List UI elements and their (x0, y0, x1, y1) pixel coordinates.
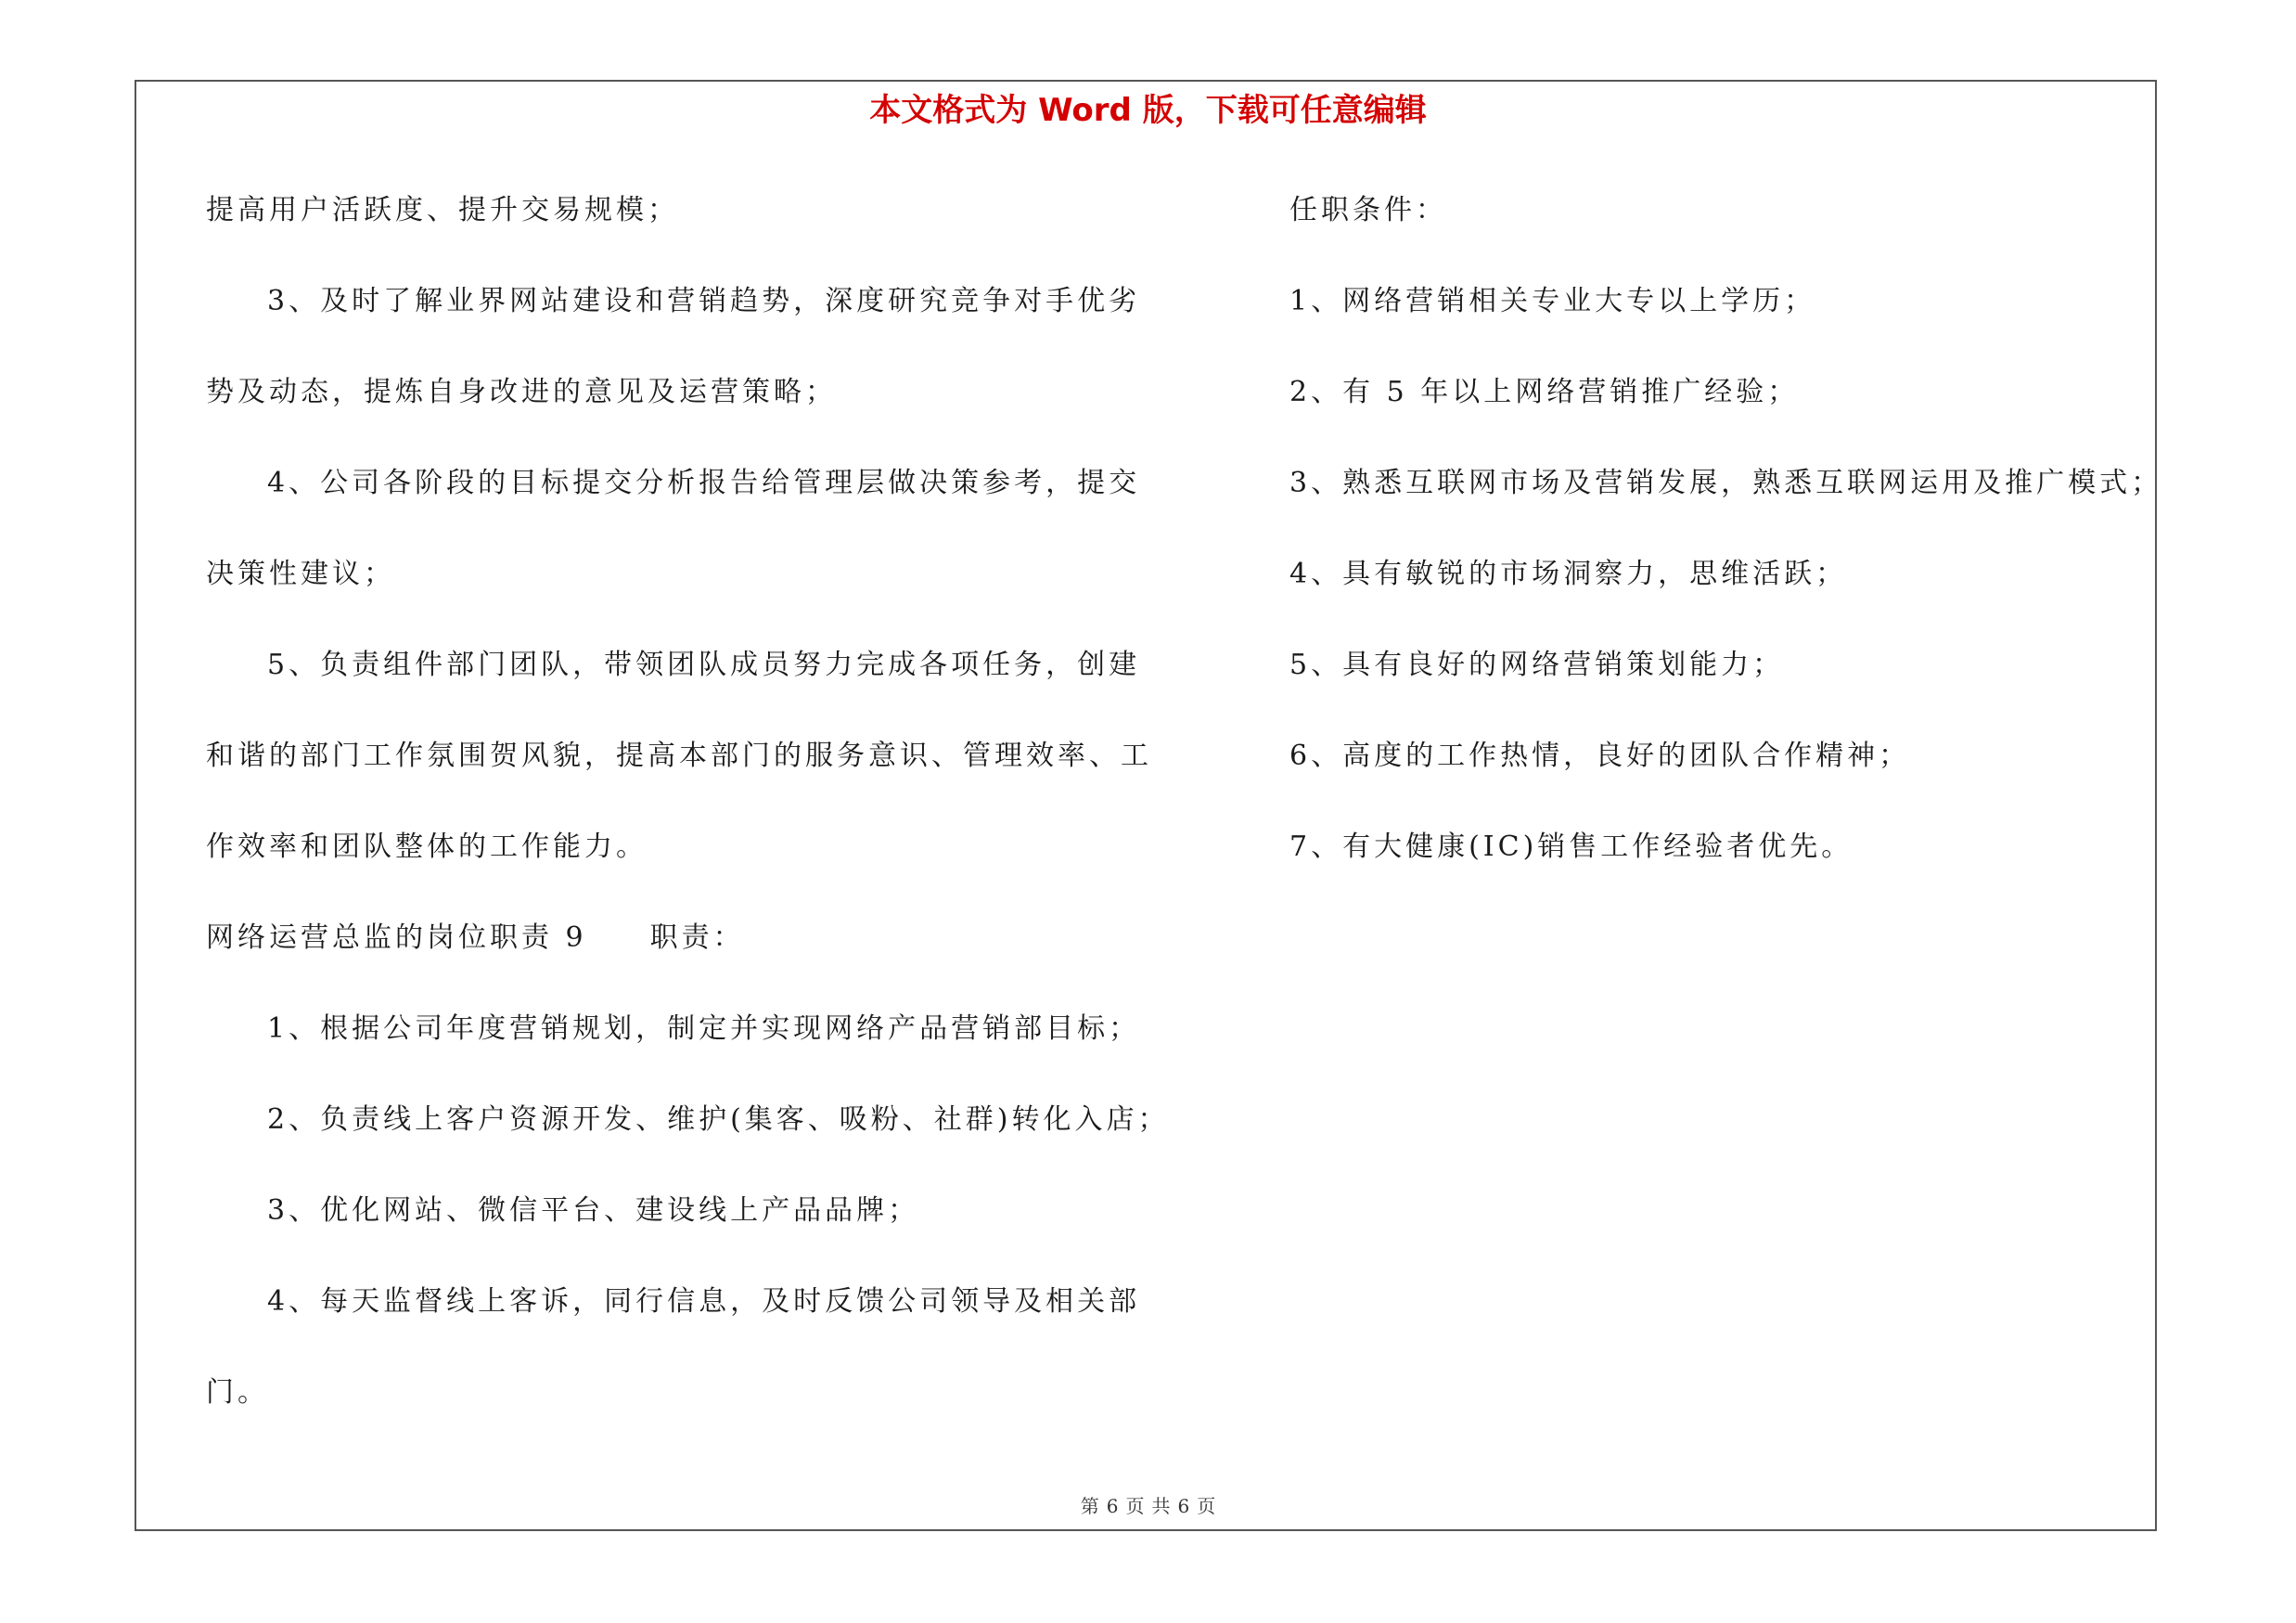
paragraph-line: 门。 (206, 1376, 269, 1409)
current-page-number: 6 (1106, 1495, 1119, 1517)
paragraph-line: 决策性建议； (206, 558, 395, 590)
requirements-heading: 任职条件： (1289, 194, 1447, 226)
paragraph-line: 作效率和团队整体的工作能力。 (206, 831, 648, 863)
requirement-item: 5、具有良好的网络营销策划能力； (1289, 649, 1785, 681)
paragraph-line: 2、负责线上客户资源开发、维护(集客、吸粉、社群)转化入店； (267, 1103, 1170, 1136)
paragraph-line: 1、根据公司年度营销规划，制定并实现网络产品营销部目标； (267, 1012, 1141, 1045)
section-heading-line: 网络运营总监的岗位职责 9 职责： (206, 921, 745, 954)
paragraph-line: 和谐的部门工作氛围贺风貌，提高本部门的服务意识、管理效率、工 (206, 740, 1152, 772)
paragraph-line: 4、公司各阶段的目标提交分析报告给管理层做决策参考，提交 (267, 467, 1141, 499)
paragraph-line: 3、及时了解业界网站建设和营销趋势，深度研究竞争对手优劣 (267, 285, 1141, 317)
total-prefix: 共 (1151, 1495, 1171, 1517)
page-word: 页 (1125, 1495, 1145, 1517)
requirement-item: 3、熟悉互联网市场及营销发展，熟悉互联网运用及推广模式； (1289, 467, 2163, 499)
page-prefix: 第 (1080, 1495, 1099, 1517)
requirement-item: 1、网络营销相关专业大专以上学历； (1289, 285, 1816, 317)
paragraph-line: 提高用户活跃度、提升交易规模； (206, 194, 679, 226)
paragraph-line: 5、负责组件部门团队，带领团队成员努力完成各项任务，创建 (267, 649, 1141, 681)
paragraph-line: 势及动态，提炼自身改进的意见及运营策略； (206, 376, 837, 408)
requirement-item: 4、具有敏锐的市场洞察力，思维活跃； (1289, 558, 1848, 590)
left-text-column (206, 184, 1170, 1457)
page-suffix: 页 (1197, 1495, 1216, 1517)
requirement-item: 6、高度的工作热情，良好的团队合作精神； (1289, 740, 1911, 772)
paragraph-line: 3、优化网站、微信平台、建设线上产品品牌； (267, 1194, 920, 1227)
right-text-column (1289, 184, 2163, 911)
document-format-banner: 本文格式为 Word 版，下载可任意编辑 (869, 92, 1427, 129)
page-number-footer (0, 1494, 2296, 1518)
requirement-item: 7、有大健康(IC)销售工作经验者优先。 (1289, 831, 1853, 863)
total-page-count: 6 (1177, 1495, 1190, 1517)
paragraph-line: 4、每天监督线上客诉，同行信息，及时反馈公司领导及相关部 (267, 1285, 1141, 1318)
requirement-item: 2、有 5 年以上网络营销推广经验； (1289, 376, 1800, 408)
